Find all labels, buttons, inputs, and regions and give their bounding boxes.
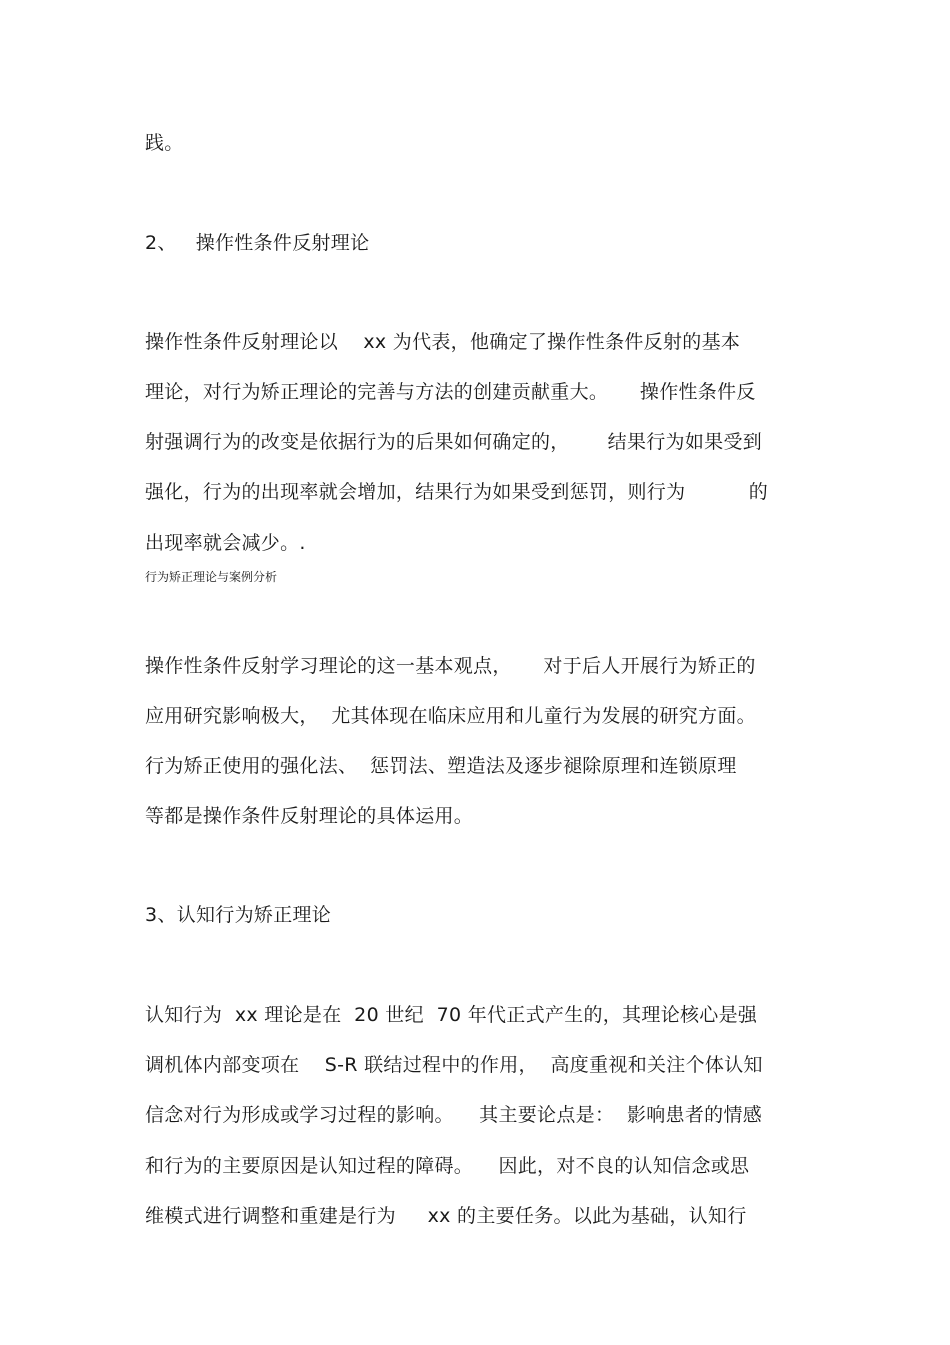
paragraph-line: 等都是操作条件反射理论的具体运用。 [145, 805, 474, 827]
paragraph-line: 理论，对行为矫正理论的完善与方法的创建贡献重大。 操作性条件反 [145, 381, 756, 403]
paragraph-line: 认知行为 xx 理论是在 20 世纪 70 年代正式产生的，其理论核心是强 [145, 1004, 758, 1026]
paragraph-line: 操作性条件反射理论以 xx 为代表，他确定了操作性条件反射的基本 [145, 331, 741, 353]
paragraph-line: 出现率就会减少。. [145, 532, 306, 554]
paragraph-line: 信念对行为形成或学习过程的影响。 其主要论点是： 影响患者的情感 [145, 1104, 763, 1126]
paragraph-line: 射强调行为的改变是依据行为的后果如何确定的， 结果行为如果受到 [145, 431, 763, 453]
section-heading-3: 3、认知行为矫正理论 [145, 904, 332, 926]
paragraph-line: 维模式进行调整和重建是行为 xx 的主要任务。以此为基础，认知行 [145, 1205, 747, 1227]
section-heading-2: 2、 操作性条件反射理论 [145, 232, 370, 254]
paragraph-line: 和行为的主要原因是认知过程的障碍。 因此，对不良的认知信念或思 [145, 1155, 750, 1177]
document-caption: 行为矫正理论与案例分析 [145, 570, 278, 584]
paragraph-line: 强化，行为的出现率就会增加，结果行为如果受到惩罚，则行为 的 [145, 481, 769, 503]
paragraph-line: 践。 [145, 132, 184, 154]
paragraph-line: 行为矫正使用的强化法、 惩罚法、塑造法及逐步褪除原理和连锁原理 [145, 755, 737, 777]
paragraph-line: 调机体内部变项在 S-R 联结过程中的作用， 高度重视和关注个体认知 [145, 1054, 763, 1076]
paragraph-line: 操作性条件反射学习理论的这一基本观点， 对于后人开展行为矫正的 [145, 655, 756, 677]
paragraph-line: 应用研究影响极大， 尤其体现在临床应用和儿童行为发展的研究方面。 [145, 705, 756, 727]
